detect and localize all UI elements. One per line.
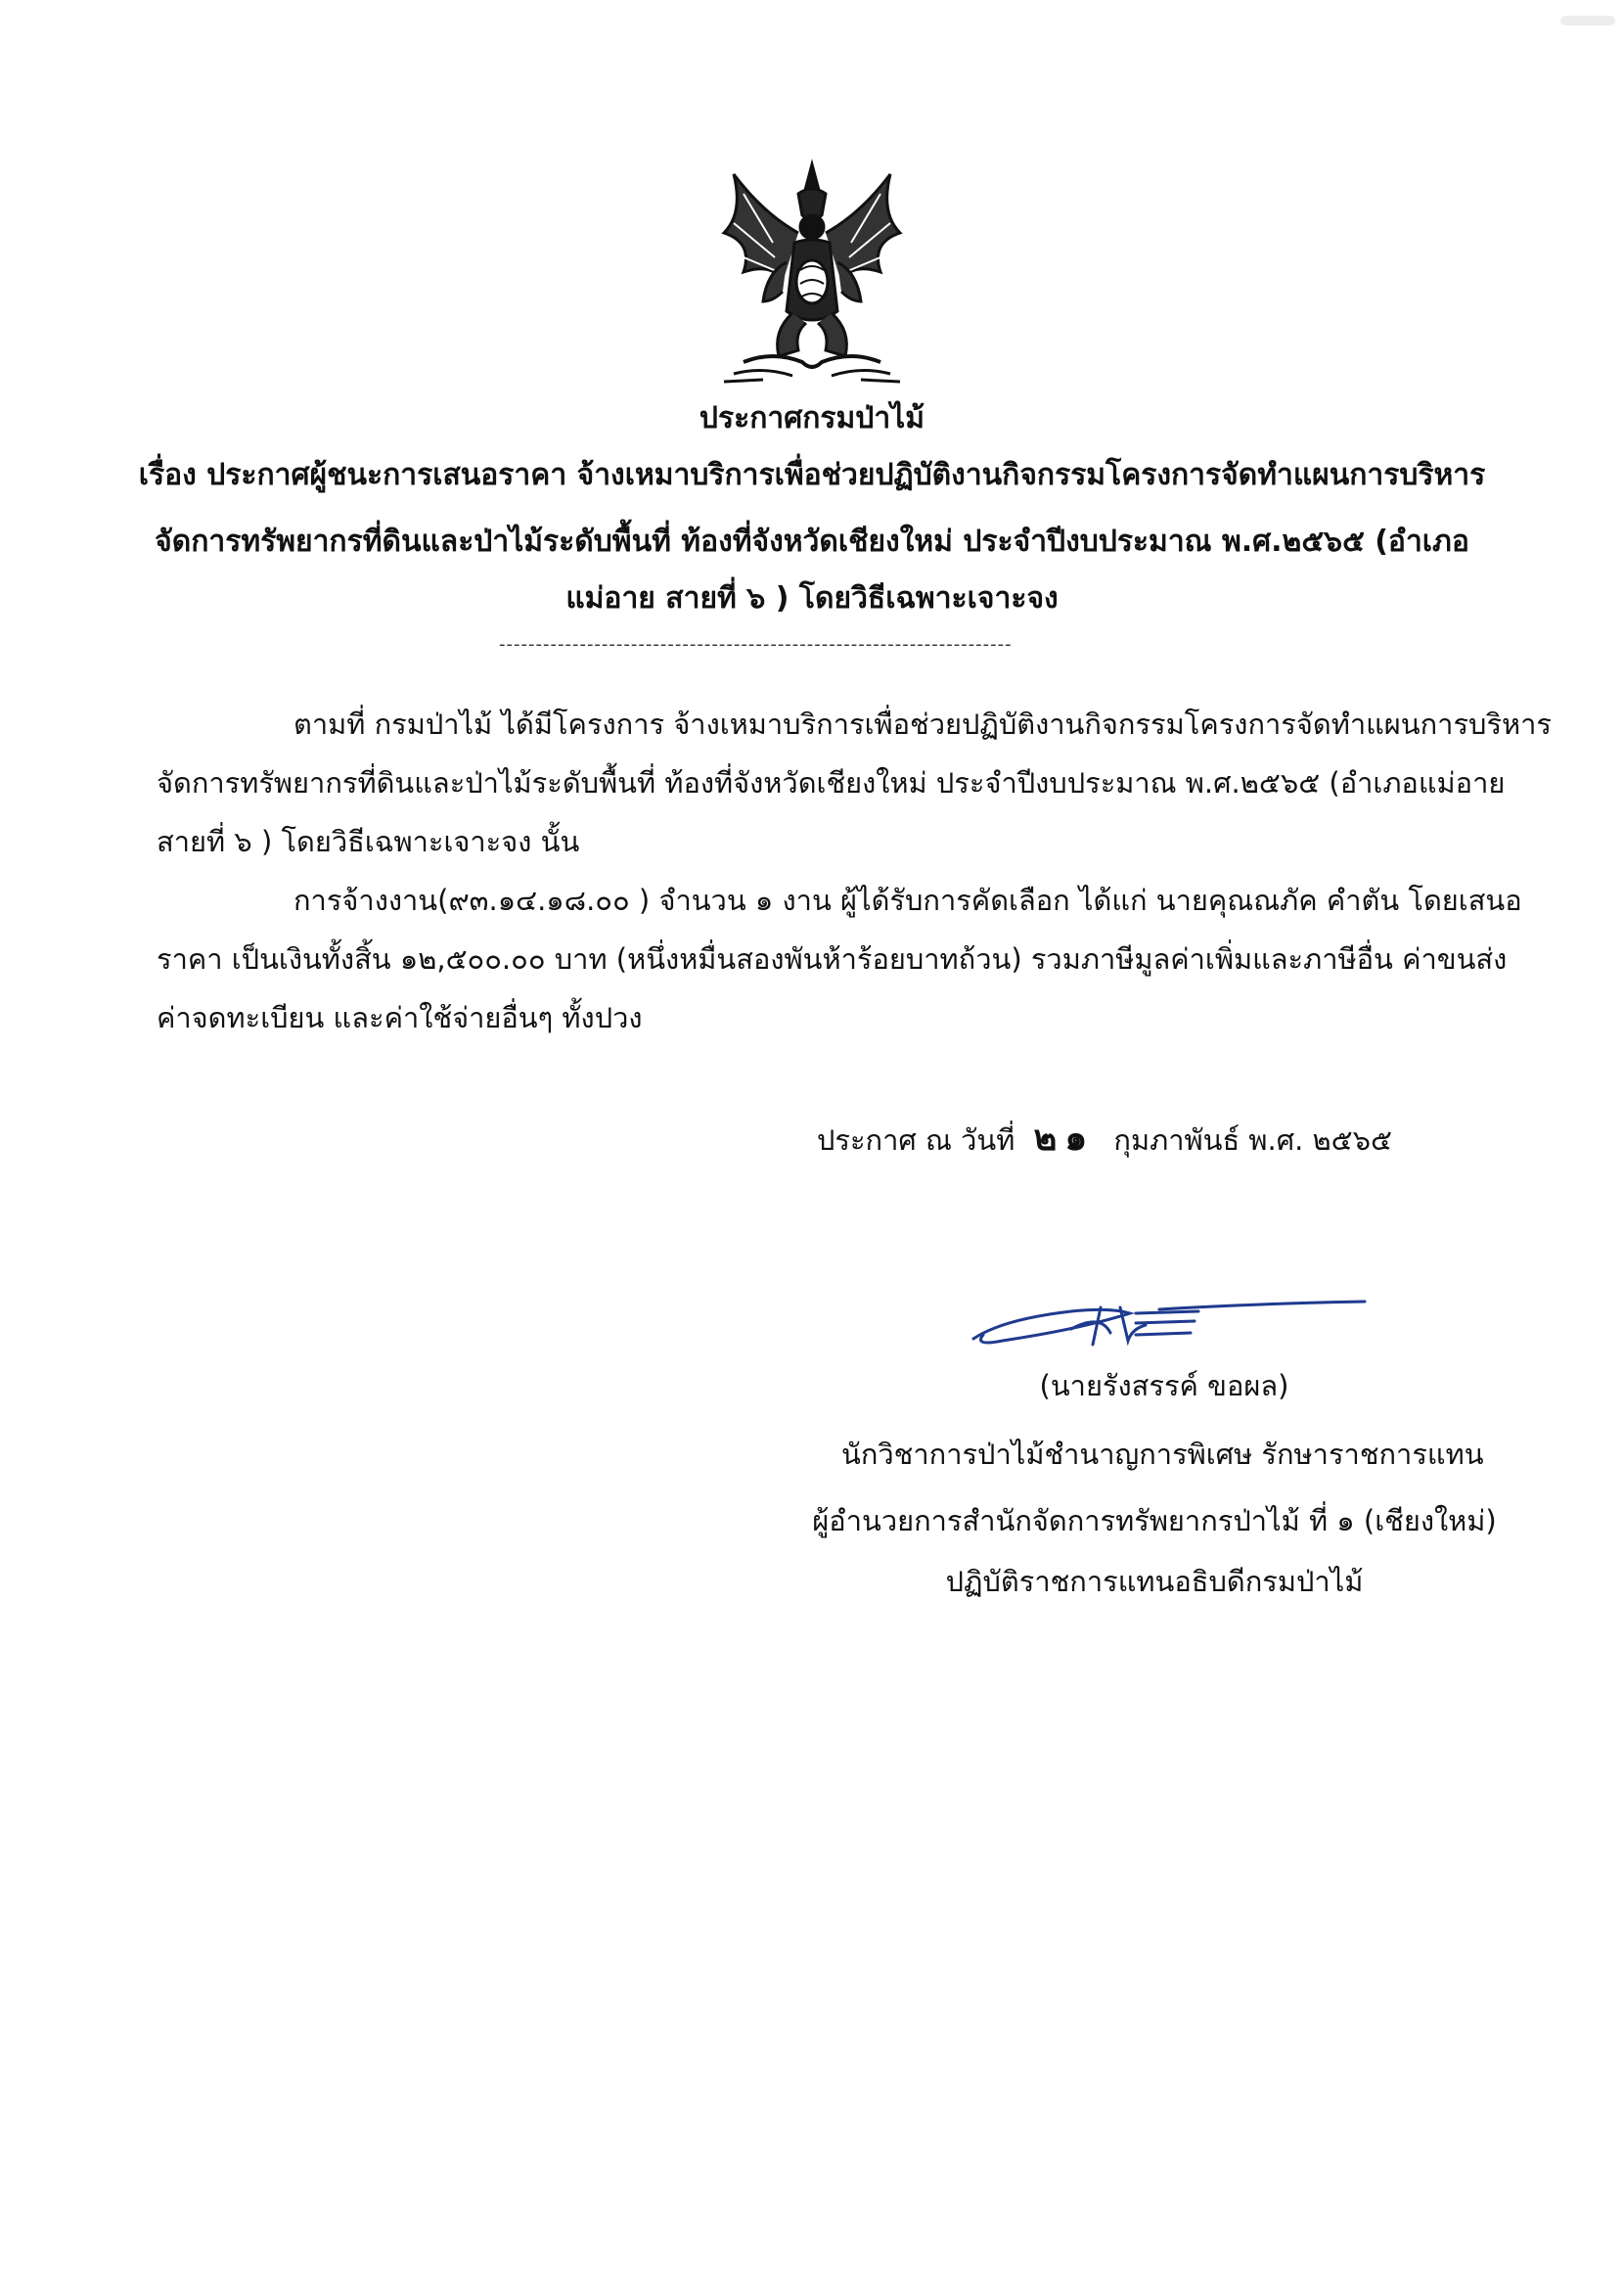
handwritten-signature-icon: [964, 1290, 1375, 1360]
subject-line: เรื่อง ประกาศผู้ชนะการเสนอราคา จ้างเหมาบริการเพื่อช่วยปฏิบัติงานกิจกรรมโครงการจัดทำแผนการบริหาร: [138, 458, 1486, 492]
garuda-emblem-icon: [704, 155, 920, 389]
agency-title: ประกาศกรมป่าไม้: [699, 401, 925, 435]
announce-day: ๒๑: [1033, 1119, 1096, 1159]
signatory-name: (นายรังสรรค์ ขอผล): [1039, 1369, 1289, 1402]
paragraph-line: จัดการทรัพยากรที่ดินและป่าไม้ระดับพื้นที่ ท้องที่จังหวัดเชียงใหม่ ประจำปีงบประมาณ พ.ศ.๒๕๖๕ (อำเภอแม่อาย: [157, 766, 1506, 800]
announce-date: [817, 1112, 1392, 1167]
subject-line: จัดการทรัพยากรที่ดินและป่าไม้ระดับพื้นที่ ท้องที่จังหวัดเชียงใหม่ ประจำปีงบประมาณ พ.ศ.๒๕๖๕ (อำเภอ: [155, 525, 1469, 559]
subject-line: แม่อาย สายที่ ๖ ) โดยวิธีเฉพาะเจาะจง: [565, 581, 1059, 616]
divider: ----------------------------------------------------------------------: [499, 634, 1013, 655]
paragraph-line: ตามที่ กรมป่าไม้ ได้มีโครงการ จ้างเหมาบริการเพื่อช่วยปฏิบัติงานกิจกรรมโครงการจัดทำแผนการบริหาร: [293, 708, 1552, 741]
paragraph-line: ราคา เป็นเงินทั้งสิ้น ๑๒,๕๐๐.๐๐ บาท (หนึ่งหมื่นสองพันห้าร้อยบาทถ้วน) รวมภาษีมูลค่าเพิ่มและภาษีอื่น ค่าขนส่ง: [157, 942, 1508, 976]
paragraph-line: สายที่ ๖ ) โดยวิธีเฉพาะเจาะจง นั้น: [157, 825, 580, 858]
announce-month-year: กุมภาพันธ์ พ.ศ. ๒๕๖๕: [1113, 1123, 1392, 1157]
paragraph-line: การจ้างงาน(๙๓.๑๔.๑๘.๐๐ ) จำนวน ๑ งาน ผู้ได้รับการคัดเลือก ได้แก่ นายคุณณภัค คำตัน โดยเสนอ: [293, 884, 1522, 917]
signatory-position: นักวิชาการป่าไม้ชำนาญการพิเศษ รักษาราชการแทน: [841, 1438, 1484, 1471]
signatory-position: ผู้อำนวยการสำนักจัดการทรัพยากรป่าไม้ ที่ ๑ (เชียงใหม่): [812, 1504, 1497, 1537]
scan-smudge: [1560, 16, 1615, 25]
announce-prefix: ประกาศ ณ วันที่: [817, 1123, 1015, 1157]
signatory-position: ปฏิบัติราชการแทนอธิบดีกรมป่าไม้: [945, 1565, 1364, 1598]
paragraph-line: ค่าจดทะเบียน และค่าใช้จ่ายอื่นๆ ทั้งปวง: [157, 1001, 643, 1034]
